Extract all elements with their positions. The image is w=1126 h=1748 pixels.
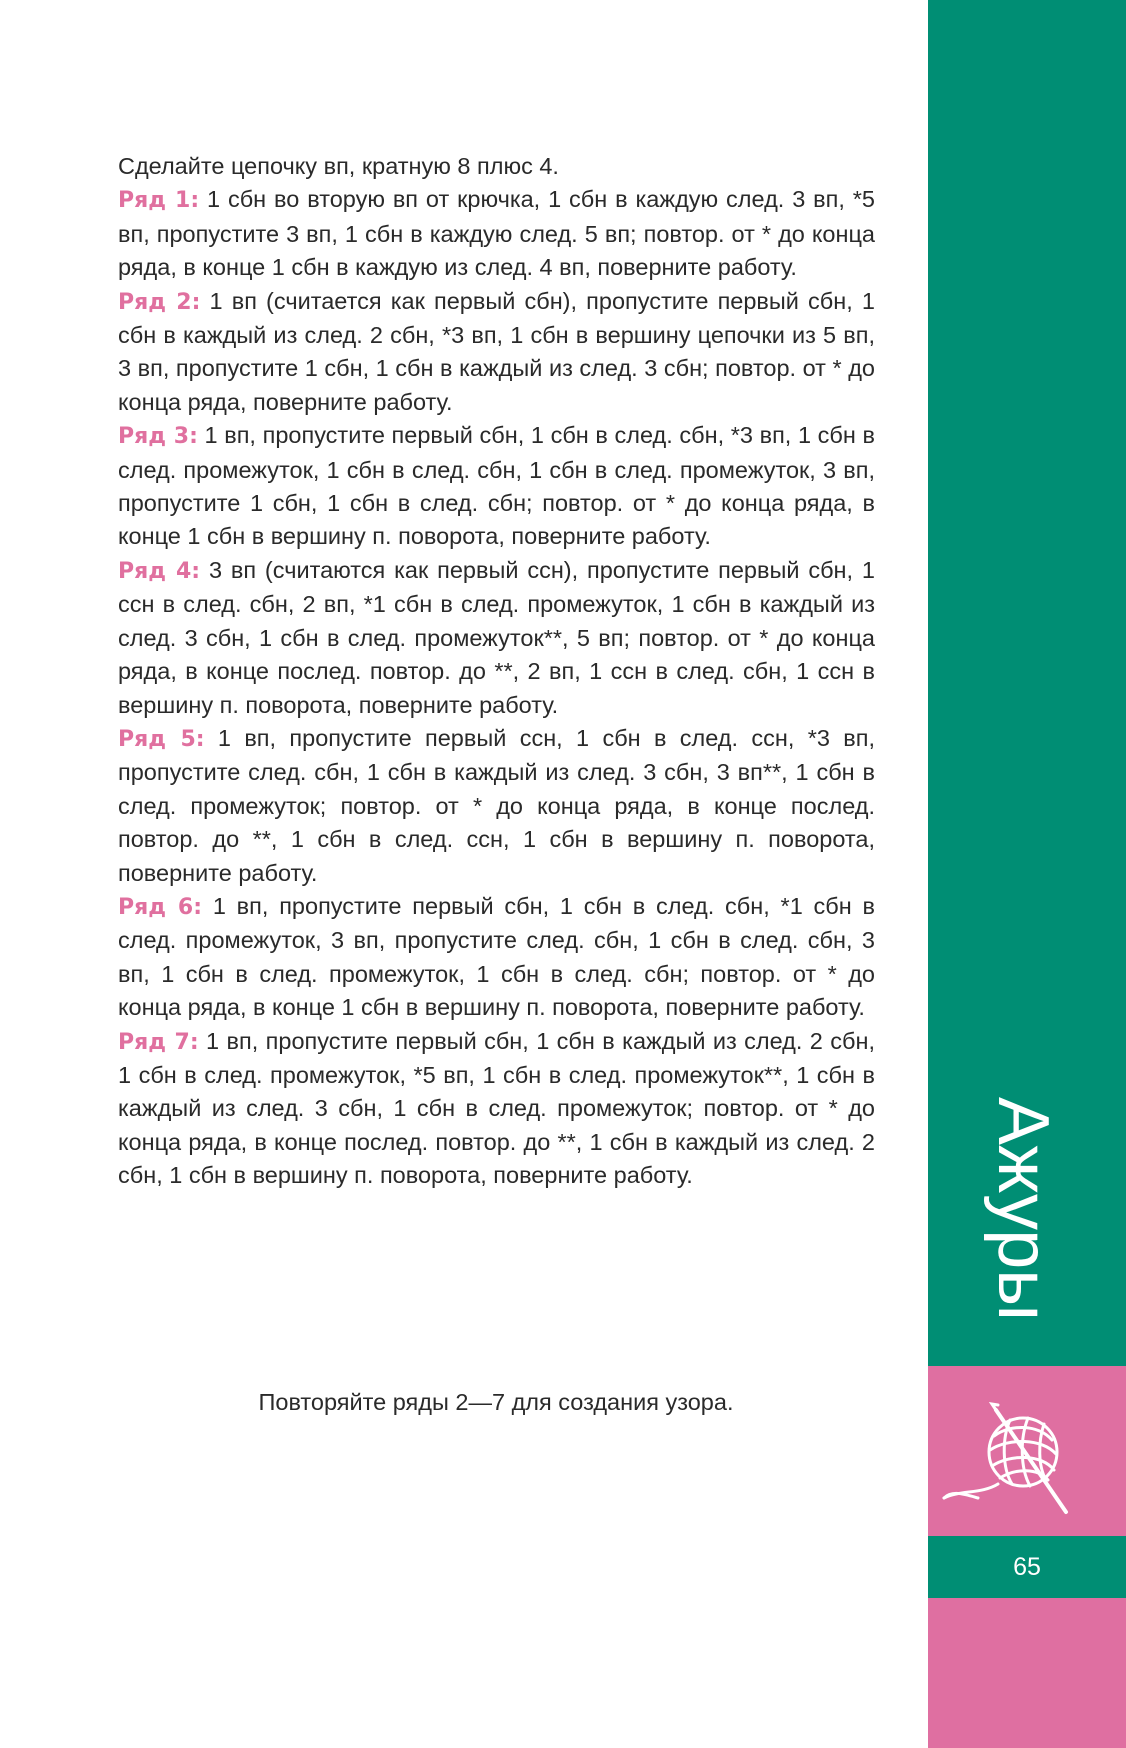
row-text: 1 вп, пропустите первый сбн, 1 сбн в след. сбн, *3 вп, 1 сбн в след. промежуток, 1 сбн в след. сбн, 1 сбн в след. промежуток, 3 вп, пропустите 1 сбн, 1 сбн в след. сбн; повтор. от * до конца ряда, в конце 1 сбн в вершину п. поворота, поверните работу. [118, 422, 875, 550]
row-1 [118, 183, 875, 284]
intro-text: Сделайте цепочку вп, кратную 8 плюс 4. [118, 153, 559, 179]
row-text: 1 сбн во вторую вп от крючка, 1 сбн в каждую след. 3 вп, *5 вп, пропустите 3 вп, 1 сбн в каждую след. 5 вп; повтор. от * до конца ряда, в конце 1 сбн в каждую из след. 4 вп, поверните работу. [118, 186, 875, 281]
row-label: Ряд 1: [118, 188, 200, 214]
section-sidebar [928, 0, 1126, 1748]
pattern-instructions [118, 150, 875, 1193]
row-label: Ряд 4: [118, 558, 201, 584]
row-label: Ряд 7: [118, 1029, 199, 1055]
row-label: Ряд 5: [118, 726, 205, 752]
row-7 [118, 1025, 875, 1193]
row-text: 1 вп, пропустите первый сбн, 1 сбн в след. сбн, *1 сбн в след. промежуток, 3 вп, пропустите след. сбн, 1 сбн в след. сбн, 3 вп, 1 сбн в след. промежуток, 1 сбн в след. сбн; повтор. от * до конца ряда, в конце 1 сбн в вершину п. поворота, поверните работу. [118, 892, 875, 1021]
row-5 [118, 722, 875, 890]
row-label: Ряд 6: [118, 894, 203, 920]
row-4 [118, 554, 875, 722]
row-3 [118, 419, 875, 554]
repeat-note: Повторяйте ряды 2—7 для создания узора. [258, 1389, 734, 1415]
row-2 [118, 285, 875, 420]
page-number: 65 [1013, 1553, 1041, 1581]
row-6 [118, 890, 875, 1025]
row-label: Ряд 2: [118, 289, 201, 315]
row-text: 1 вп, пропустите первый ссн, 1 сбн в след. ссн, *3 вп, пропустите след. сбн, 1 сбн в каждый из след. 3 сбн, 3 вп**, 1 сбн в след. промежуток; повтор. от * до конца ряда, в конце послед. повтор. до **, 1 сбн в след. ссн, 1 сбн в вершину п. поворота, поверните работу. [118, 724, 875, 886]
sidebar-pink-footer [928, 1598, 1126, 1748]
section-title: Ажуры [983, 1097, 1063, 1321]
row-label: Ряд 3: [118, 424, 198, 450]
row-text: 3 вп (считаются как первый ссн), пропустите первый сбн, 1 ссн в след. сбн, 2 вп, *1 сбн в след. промежуток, 1 сбн в каждый из след. 3 сбн, 1 сбн в след. промежуток**, 5 вп; повтор. от * до конца ряда, в конце послед. повтор. до **, 2 вп, 1 ссн в след. сбн, 1 ссн в вершину п. поворота, поверните работу. [118, 556, 875, 718]
row-text: 1 вп (считается как первый сбн), пропустите первый сбн, 1 сбн в каждый из след. 2 сбн, *3 вп, 1 сбн в вершину цепочки из 5 вп, 3 вп, пропустите 1 сбн, 1 сбн в каждый из след. 3 сбн; повтор. от * до конца ряда, поверните работу. [118, 287, 875, 415]
row-text: 1 вп, пропустите первый сбн, 1 сбн в каждый из след. 2 сбн, 1 сбн в след. промежуток, *5 вп, 1 сбн в след. промежуток**, 1 сбн в каждый из след. 3 сбн, 1 сбн в след. промежуток; повтор. от * до конца ряда, в конце послед. повтор. до **, 1 сбн в каждый из след. 2 сбн, 1 сбн в вершину п. поворота, поверните работу. [118, 1027, 875, 1189]
yarn-ball-icon [938, 1394, 1088, 1524]
